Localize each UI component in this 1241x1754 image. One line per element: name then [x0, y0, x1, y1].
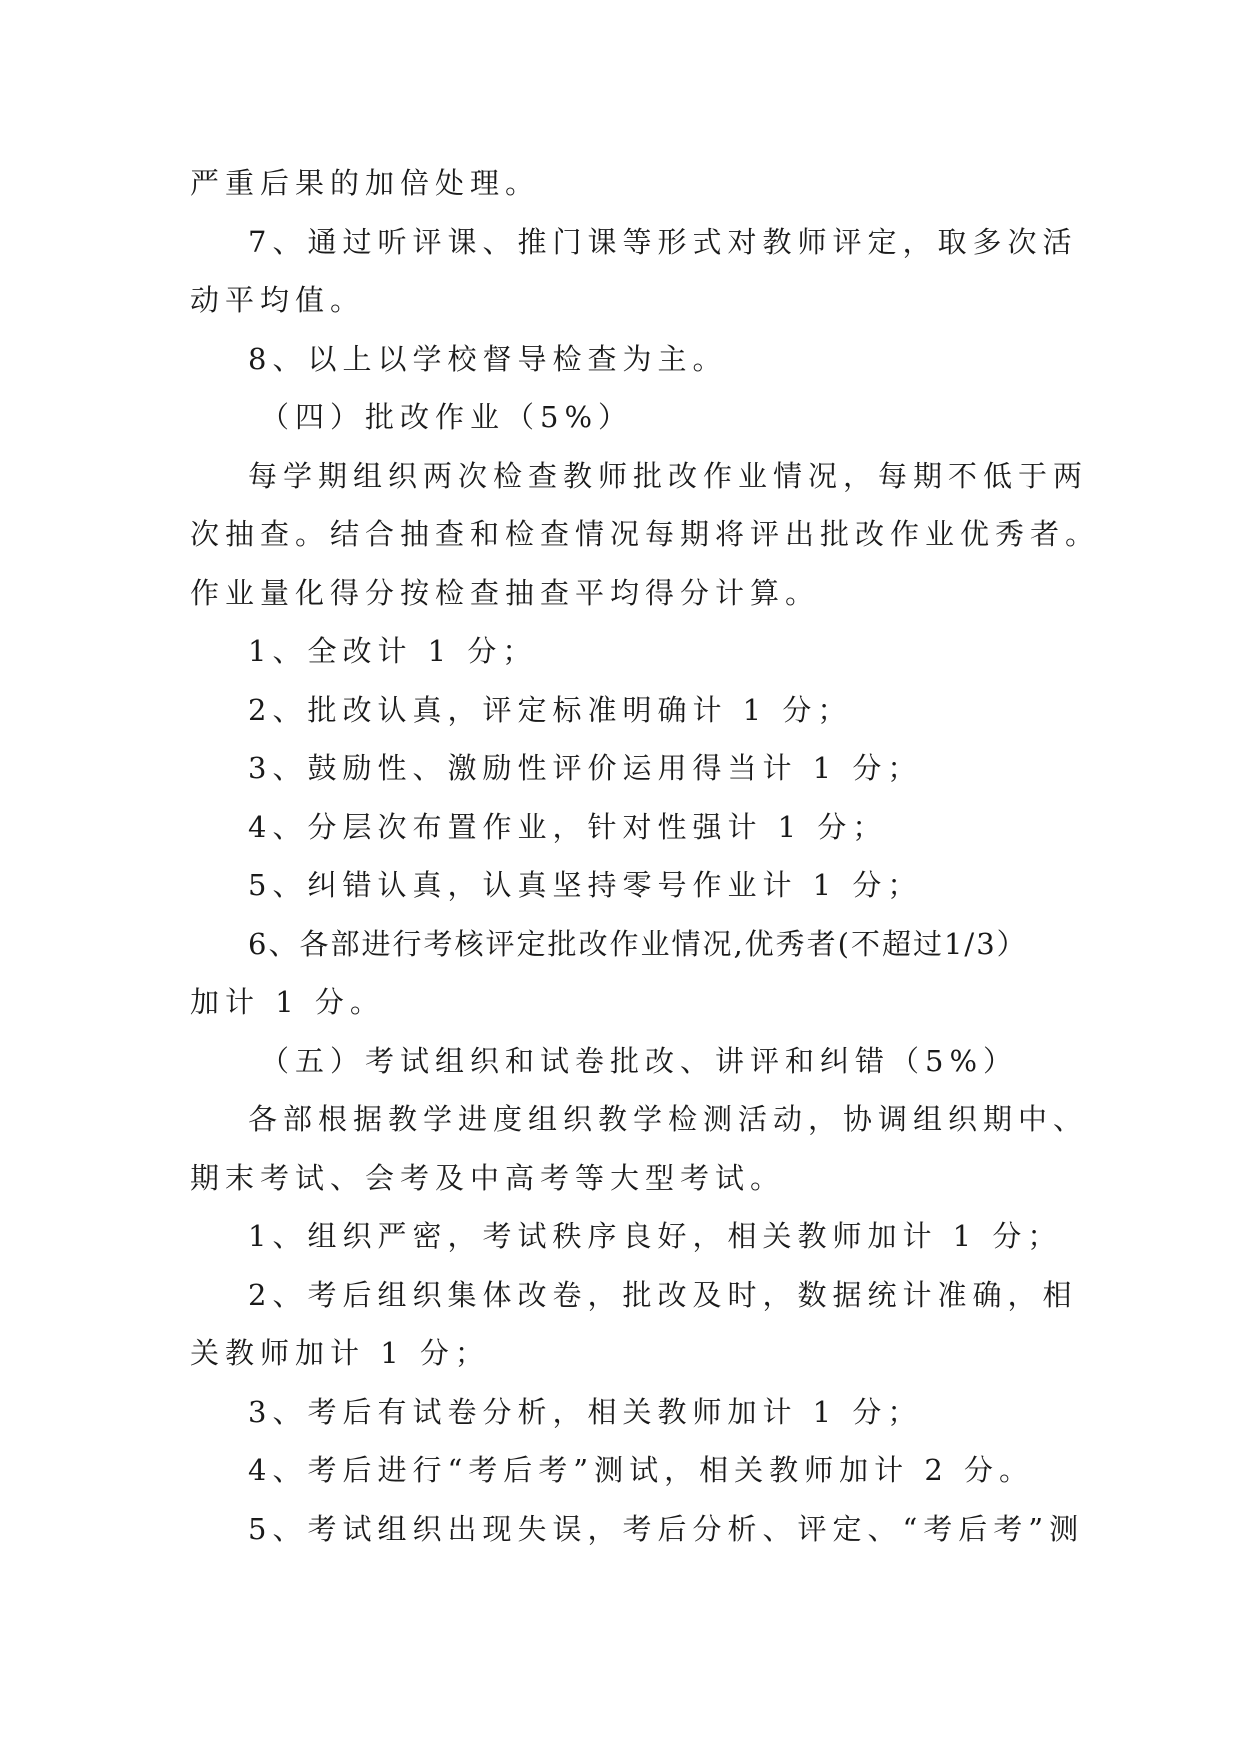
list-item: 6、各部进行考核评定批改作业情况,优秀者(不超过1/3）	[248, 926, 1028, 961]
paragraph-line: 动平均值。	[190, 283, 366, 317]
list-item: 4、分层次布置作业，针对性强计 1 分；	[248, 809, 888, 844]
document-body	[190, 154, 1101, 1558]
paragraph-line: 7、通过听评课、推门课等形式对教师评定，取多次活	[248, 224, 1078, 259]
paragraph-line: 8、以上以学校督导检查为主。	[248, 341, 728, 376]
paragraph-line: 各部根据教学进度组织教学检测活动，协调组织期中、	[248, 1102, 1089, 1136]
list-item: 5、纠错认真，认真坚持零号作业计 1 分；	[248, 868, 923, 902]
section-heading: （五）考试组织和试卷批改、讲评和纠错（5%）	[260, 1043, 1019, 1078]
paragraph-line: 作业量化得分按检查抽查平均得分计算。	[190, 575, 821, 610]
list-item: 3、考后有试卷分析，相关教师加计 1 分；	[248, 1394, 923, 1429]
paragraph-line: 次抽查。结合抽查和检查情况每期将评出批改作业优秀者。	[190, 517, 1101, 551]
list-item: 2、考后组织集体改卷，批改及时，数据统计准确，相	[248, 1277, 1078, 1312]
section-heading: （四）批改作业（5%）	[260, 400, 634, 434]
list-item: 4、考后进行“考后考”测试，相关教师加计 2 分。	[248, 1453, 1034, 1487]
paragraph-line: 严重后果的加倍处理。	[190, 166, 541, 200]
paragraph-line: 每学期组织两次检查教师批改作业情况，每期不低于两	[248, 458, 1089, 493]
paragraph-line: 关教师加计 1 分；	[190, 1336, 490, 1370]
list-item: 2、批改认真，评定标准明确计 1 分；	[248, 692, 853, 727]
paragraph-line: 加计 1 分。	[190, 985, 385, 1019]
list-item: 1、组织严密，考试秩序良好，相关教师加计 1 分；	[248, 1219, 1063, 1253]
paragraph-line: 期末考试、会考及中高考等大型考试。	[190, 1160, 786, 1195]
list-item: 3、鼓励性、激励性评价运用得当计 1 分；	[248, 751, 923, 785]
list-item: 1、全改计 1 分；	[248, 634, 538, 668]
list-item: 5、考试组织出现失误，考后分析、评定、“考后考”测	[248, 1511, 1085, 1546]
